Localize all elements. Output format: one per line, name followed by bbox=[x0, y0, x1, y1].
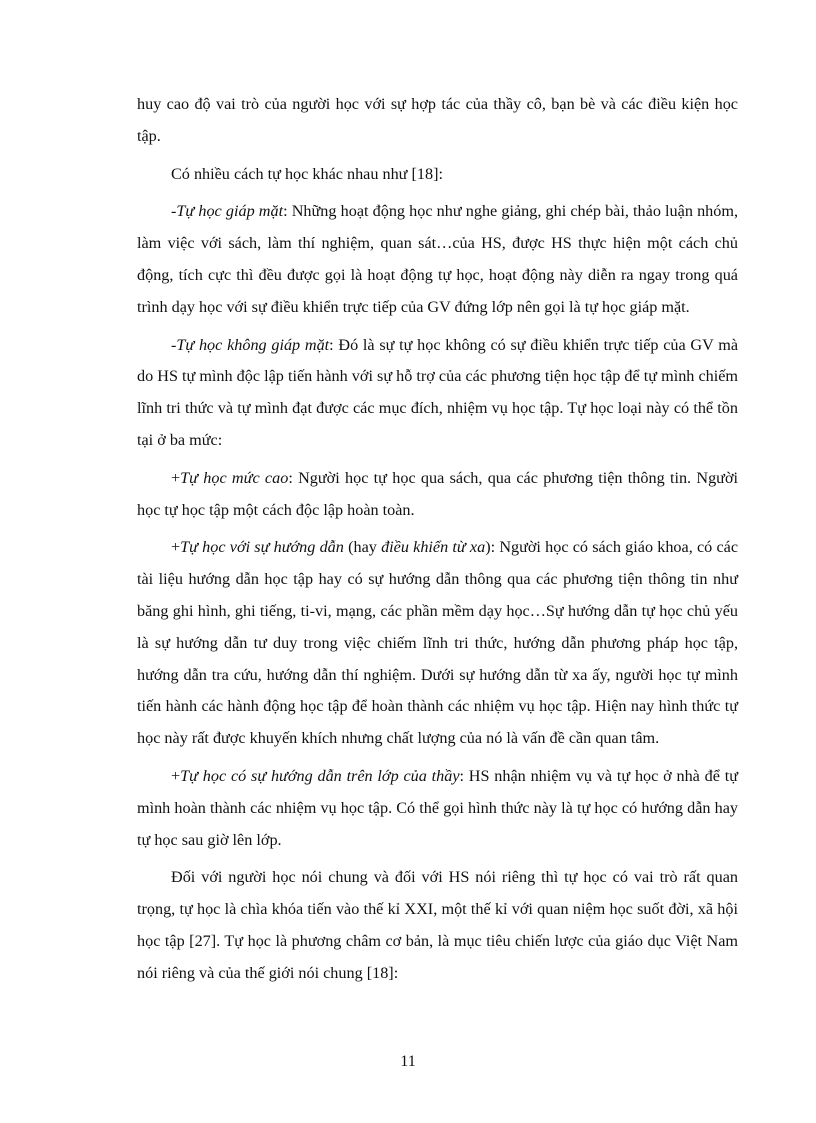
italic-term: Tự học mức cao bbox=[180, 468, 289, 487]
text-run: ): Người học có sách giáo khoa, có các tài liệu hướng dẫn học tập hay có sự hướng dẫn thông qua các phương tiện thông tin như băng ghi hình, ghi tiếng, ti-vi, mạng, các phần mềm dạy học…Sự hướng dẫn tự học chủ yếu là sự hướng dẫn tư duy trong việc chiếm lĩnh tri thức, hướng dẫn phương pháp học tập, hướng dẫn tra cứu, hướng dẫn thí nghiệm. Dưới sự hướng dẫn từ xa ấy, người học tự mình tiến hành các hành động học tập để hoàn thành các nhiệm vụ học tập. Hiện nay hình thức tự học này rất được khuyến khích nhưng chất lượng của nó là vấn đề cần quan tâm. bbox=[137, 538, 739, 748]
page-number: 11 bbox=[400, 1052, 416, 1070]
text-run: + bbox=[171, 468, 181, 487]
text-run: huy cao độ vai trò của người học với sự hợp tác của thầy cô, bạn bè và các điều kiện học tập. bbox=[137, 95, 738, 145]
italic-term: -Tự học giáp mặt bbox=[171, 202, 284, 221]
text-run: + bbox=[171, 538, 181, 557]
paragraph bbox=[137, 532, 738, 755]
text-run: + bbox=[171, 766, 181, 785]
paragraph bbox=[137, 862, 738, 989]
text-run: : Đó là sự tự học không có sự điều khiển trực tiếp của GV mà do HS tự mình độc lập tiến hành với sự hỗ trợ của các phương tiện học tập để tự mình chiếm lĩnh tri thức và tự mình đạt được các mục đích, nhiệm vụ học tập. Tự học loại này có thể tồn tại ở ba mức: bbox=[137, 335, 739, 449]
text-run: (hay bbox=[343, 538, 382, 557]
text-run: Đối với người học nói chung và đối với HS nói riêng thì tự học có vai trò rất quan trọng, tự học là chìa khóa tiến vào thế kỉ XXI, một thế kỉ với quan niệm học suốt đời, xã hội học tập [27]. Tự học là phương châm cơ bản, là mục tiêu chiến lược của giáo dục Việt Nam nói riêng và của thế giới nói chung [18]: bbox=[137, 868, 738, 982]
italic-term: Tự học có sự hướng dẫn trên lớp của thầy bbox=[180, 766, 460, 785]
italic-term: điều khiển từ xa bbox=[381, 538, 486, 557]
italic-term: -Tự học không giáp mặt bbox=[171, 335, 330, 354]
body-text bbox=[137, 89, 738, 996]
text-run: : HS nhận nhiệm vụ và tự học ở nhà để tự mình hoàn thành các nhiệm vụ học tập. Có thể gọi hình thức này là tự học có hướng dẫn hay tự học sau giờ lên lớp. bbox=[137, 766, 738, 849]
paragraph bbox=[137, 330, 738, 457]
paragraph bbox=[137, 463, 738, 527]
paragraph bbox=[137, 196, 738, 323]
text-run: Có nhiều cách tự học khác nhau như [18]: bbox=[171, 164, 443, 183]
paragraph bbox=[137, 89, 738, 153]
text-run: : Người học tự học qua sách, qua các phương tiện thông tin. Người học tự học tập một cách độc lập hoàn toàn. bbox=[137, 468, 739, 519]
paragraph bbox=[137, 159, 738, 191]
italic-term: Tự học với sự hướng dẫn bbox=[180, 538, 344, 557]
text-run: : Những hoạt động học như nghe giảng, ghi chép bài, thảo luận nhóm, làm việc với sách, làm thí nghiệm, quan sát…của HS, được HS thực hiện một cách chủ động, tích cực thì đều được gọi là hoạt động tự học, hoạt động này diễn ra ngay trong quá trình dạy học với sự điều khiển trực tiếp của GV đứng lớp nên gọi là tự học giáp mặt. bbox=[137, 202, 738, 316]
paragraph bbox=[137, 761, 738, 856]
